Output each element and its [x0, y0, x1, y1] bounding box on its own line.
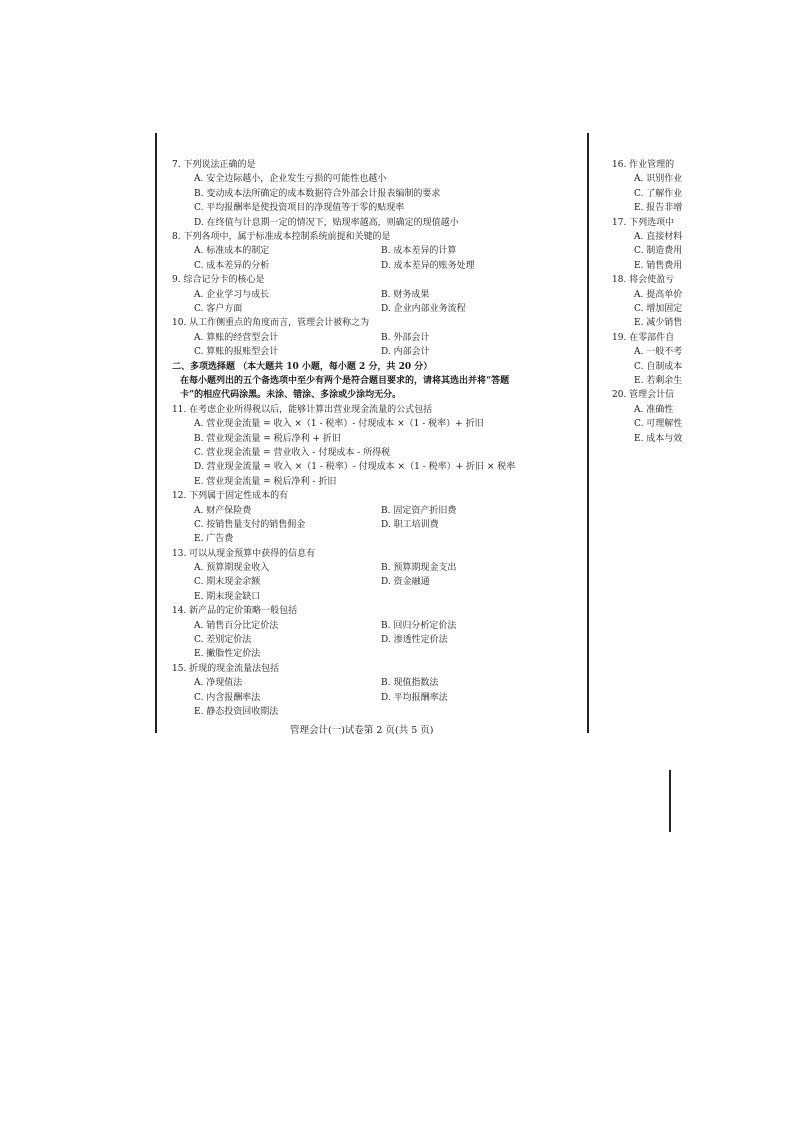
option-row: [172, 244, 572, 258]
right-margin-line: [669, 770, 671, 832]
answer-option: C. 营业现金流量 = 营业收入 - 付现成本 - 所得税: [194, 447, 391, 458]
answer-option: A. 提高单价: [634, 289, 683, 300]
answer-option: C. 增加固定: [634, 303, 683, 314]
option-right: D. 渗透性定价法: [381, 635, 448, 646]
option-row: [172, 331, 572, 345]
option-left: C. 按销售量支付的销售佣金: [194, 519, 306, 530]
left-page-border: [155, 133, 157, 733]
answer-option: E. 减少销售: [634, 318, 683, 329]
question-stem: 19. 在零部件自: [612, 332, 675, 343]
option-left: C. 客户方面: [194, 303, 243, 314]
option-row: [172, 633, 572, 647]
question-stem: 11. 在考虑企业所得税以后，能够计算出营业现金流量的公式包括: [172, 404, 433, 415]
answer-option: E. 若剩余生: [634, 375, 683, 386]
question-stem: 20. 管理会计信: [612, 390, 675, 401]
exam-question-column: [172, 158, 572, 719]
answer-option: A. 一般不考: [634, 347, 683, 358]
section-instructions: 卡”的相应代码涂黑。未涂、错涂、多涂或少涂均无分。: [180, 390, 402, 401]
option-right: B. 财务成果: [381, 289, 430, 300]
answer-option: E. 营业现金流量 = 税后净利 - 折旧: [194, 476, 337, 487]
option-right: D. 职工培训费: [381, 519, 439, 530]
answer-option: A. 准确性: [634, 404, 674, 415]
answer-option: C. 可理解性: [634, 419, 683, 430]
option-right: D. 成本差异的账务处理: [381, 260, 475, 271]
option-row: [172, 676, 572, 690]
option-right: D. 资金融通: [381, 577, 430, 588]
option-right: D. 企业内部业务流程: [381, 303, 466, 314]
option-row: [172, 504, 572, 518]
option-right: B. 回归分析定价法: [381, 620, 457, 631]
option-left: A. 算账的经营型会计: [194, 332, 279, 343]
option-right: B. 成本差异的计算: [381, 246, 457, 257]
option-right: D. 内部会计: [381, 347, 430, 358]
option-row: [172, 288, 572, 302]
option-row: [172, 302, 572, 316]
next-page-partial-column: [612, 158, 683, 446]
question-stem: 13. 可以从现金预算中获得的信息有: [172, 548, 316, 559]
option-left: A. 销售百分比定价法: [194, 620, 279, 631]
page-footer-text: 管理会计(一)试卷第 2 页(共 5 页): [290, 725, 434, 736]
option-row: [172, 691, 572, 705]
answer-option: D. 在终值与计息期一定的情况下，贴现率越高，则确定的现值越小: [194, 217, 459, 228]
option-row: [172, 561, 572, 575]
answer-option: E. 成本与效: [634, 433, 683, 444]
question-stem: 15. 折现的现金流量法包括: [172, 663, 280, 674]
question-stem: 12. 下列属于固定性成本的有: [172, 491, 289, 502]
question-stem: 17. 下列选项中: [612, 217, 675, 228]
answer-option: E. 广告费: [194, 534, 234, 545]
option-right: B. 预算期现金支出: [381, 563, 457, 574]
page-divider-line: [587, 133, 589, 733]
option-left: A. 财产保险费: [194, 505, 252, 516]
option-left: A. 标准成本的制定: [194, 246, 270, 257]
answer-option: C. 了解作业: [634, 188, 683, 199]
answer-option: A. 安全边际越小，企业发生亏损的可能性也越小: [194, 174, 387, 185]
answer-option: B. 变动成本法所确定的成本数据符合外部会计报表编制的要求: [194, 188, 441, 199]
answer-option: E. 销售费用: [634, 260, 683, 271]
answer-option: E. 静态投资回收期法: [194, 707, 279, 718]
answer-option: A. 直接材料: [634, 231, 683, 242]
question-stem: 7. 下列说法正确的是: [172, 160, 256, 170]
answer-option: C. 制造费用: [634, 246, 683, 257]
section-heading: 二、多项选择题 （本大题共 10 小题，每小题 2 分，共 20 分）: [172, 361, 433, 372]
option-row: [172, 619, 572, 633]
option-left: A. 预算期现金收入: [194, 563, 270, 574]
answer-option: E. 撇脂性定价法: [194, 649, 261, 660]
answer-option: C. 自制成本: [634, 361, 683, 372]
answer-option: B. 营业现金流量 = 税后净利 + 折旧: [194, 433, 341, 444]
option-row: [172, 345, 572, 359]
answer-option: D. 营业现金流量 = 收入 ×（1 - 税率）- 付现成本 ×（1 - 税率）+ 折旧 × 税率: [194, 462, 516, 473]
question-stem: 16. 作业管理的: [612, 160, 675, 170]
question-stem: 8. 下列各项中，属于标准成本控制系统前提和关键的是: [172, 231, 391, 242]
option-left: C. 算账的报账型会计: [194, 347, 279, 358]
question-stem: 14. 新产品的定价策略一般包括: [172, 606, 298, 617]
option-left: C. 内含报酬率法: [194, 692, 261, 703]
answer-option: E. 报告非增: [634, 203, 683, 214]
option-right: B. 现值指数法: [381, 678, 439, 689]
option-left: C. 成本差异的分析: [194, 260, 270, 271]
answer-option: A. 营业现金流量 = 收入 ×（1 - 税率）- 付现成本 ×（1 - 税率）+ 折旧: [194, 419, 484, 430]
option-row: [172, 575, 572, 589]
option-left: A. 净现值法: [194, 678, 243, 689]
answer-option: A. 识别作业: [634, 174, 683, 185]
option-row: [172, 259, 572, 273]
option-left: C. 期末现金余额: [194, 577, 261, 588]
option-left: A. 企业学习与成长: [194, 289, 270, 300]
option-row: [172, 518, 572, 532]
question-stem: 10. 从工作侧重点的角度而言，管理会计被称之为: [172, 318, 370, 329]
option-left: C. 差别定价法: [194, 635, 252, 646]
question-stem: 18. 将会使盈亏: [612, 275, 675, 286]
option-right: B. 外部会计: [381, 332, 430, 343]
answer-option: C. 平均报酬率是使投资项目的净现值等于零的贴现率: [194, 203, 405, 214]
question-stem: 9. 综合记分卡的核心是: [172, 275, 265, 286]
answer-option: E. 期末现金缺口: [194, 591, 261, 602]
option-right: D. 平均报酬率法: [381, 692, 448, 703]
option-right: B. 固定资产折旧费: [381, 505, 457, 516]
section-instructions: 在每小题列出的五个备选项中至少有两个是符合题目要求的，请将其选出并将“答题: [180, 375, 510, 386]
